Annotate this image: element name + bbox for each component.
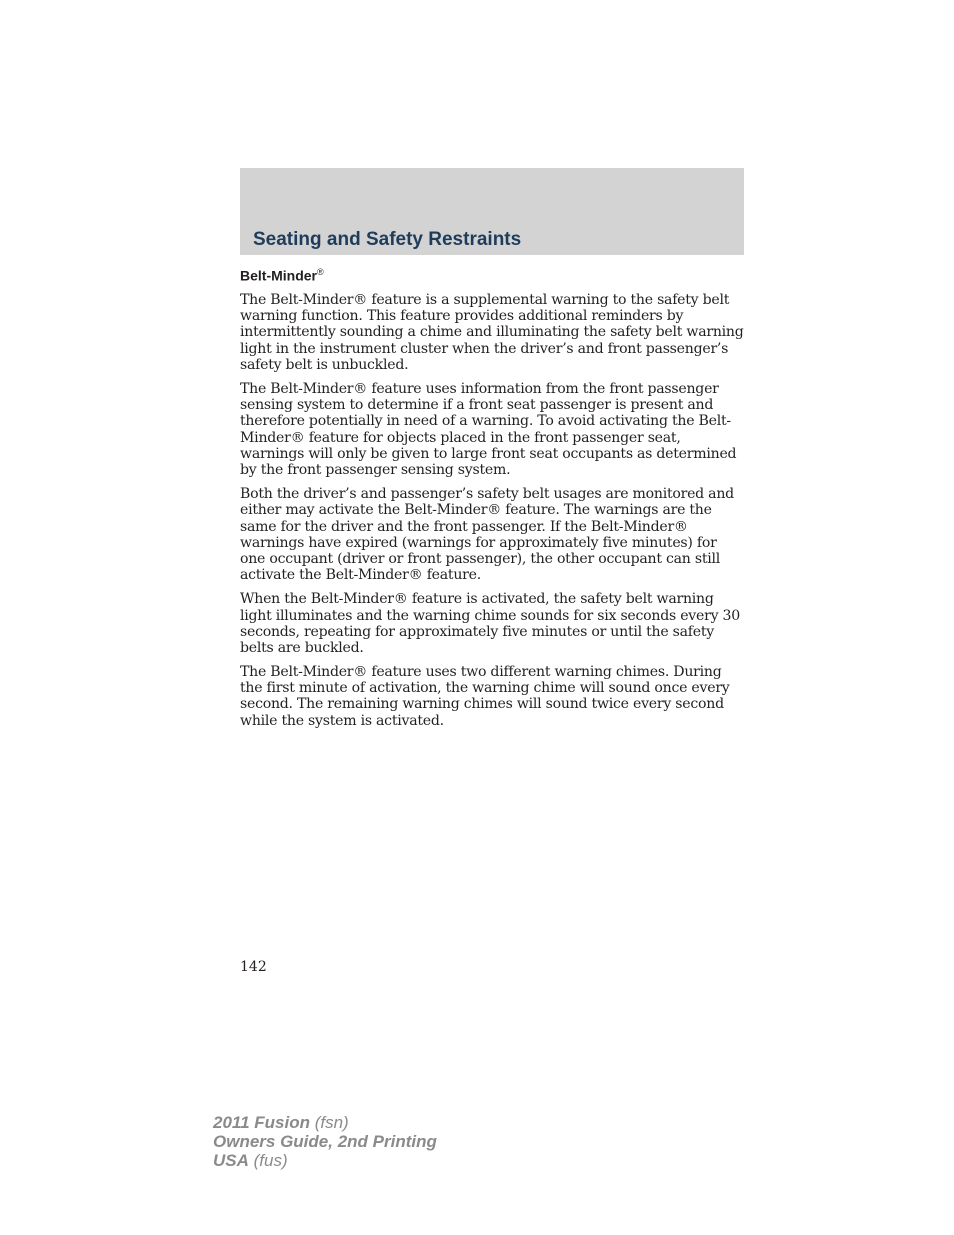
subheading-belt-minder	[240, 267, 744, 284]
footer-line-3	[213, 1151, 437, 1170]
paragraph-5: The Belt-Minder® feature uses two different warning chimes. During the first minute of activation, the warning chime will sound once every second. The remaining warning chimes will sound twice every second while the system is activated.	[240, 663, 730, 729]
page-content	[240, 267, 744, 737]
paragraph-1: The Belt-Minder® feature is a supplemental warning to the safety belt warning function. This feature provides additional reminders by intermittently sounding a chime and illuminating the safety belt warning light in the instrument cluster when the driver’s and front passenger’s safety belt is unbuckled.	[240, 291, 744, 373]
footer-line-1	[213, 1113, 437, 1132]
subheading-text: Belt-Minder	[240, 267, 317, 284]
paragraph-3: Both the driver’s and passenger’s safety belt usages are monitored and either may activate the Belt-Minder® feature. The warnings are the same for the driver and the front passenger. If the Belt-Minder® warnings have expired (warnings for approximately five minutes) for one occupant (driver or front passenger), the other occupant can still activate the Belt-Minder® feature.	[240, 485, 734, 584]
paragraph-4: When the Belt-Minder® feature is activated, the safety belt warning light illuminates and the warning chime sounds for six seconds every 30 seconds, repeating for approximately five minutes or until the safety belts are buckled.	[240, 591, 740, 657]
footer-region-code: (fus)	[248, 1151, 288, 1170]
section-header-band	[240, 168, 744, 255]
section-title: Seating and Safety Restraints	[253, 229, 522, 250]
footer-guide: Owners Guide, 2nd Printing	[213, 1132, 437, 1151]
registered-mark: ®	[317, 267, 324, 277]
footer-model-code: (fsn)	[310, 1113, 349, 1132]
footer	[213, 1113, 437, 1170]
footer-model: 2011 Fusion	[213, 1113, 310, 1132]
footer-line-2	[213, 1132, 437, 1151]
footer-region: USA	[213, 1151, 249, 1170]
paragraph-2: The Belt-Minder® feature uses information from the front passenger sensing system to determine if a front seat passenger is present and therefore potentially in need of a warning. To avoid activating the Belt-Minder® feature for objects placed in the front passenger seat, warnings will only be given to large front seat occupants as determined by the front passenger sensing system.	[240, 380, 737, 479]
page-number: 142	[240, 959, 267, 975]
